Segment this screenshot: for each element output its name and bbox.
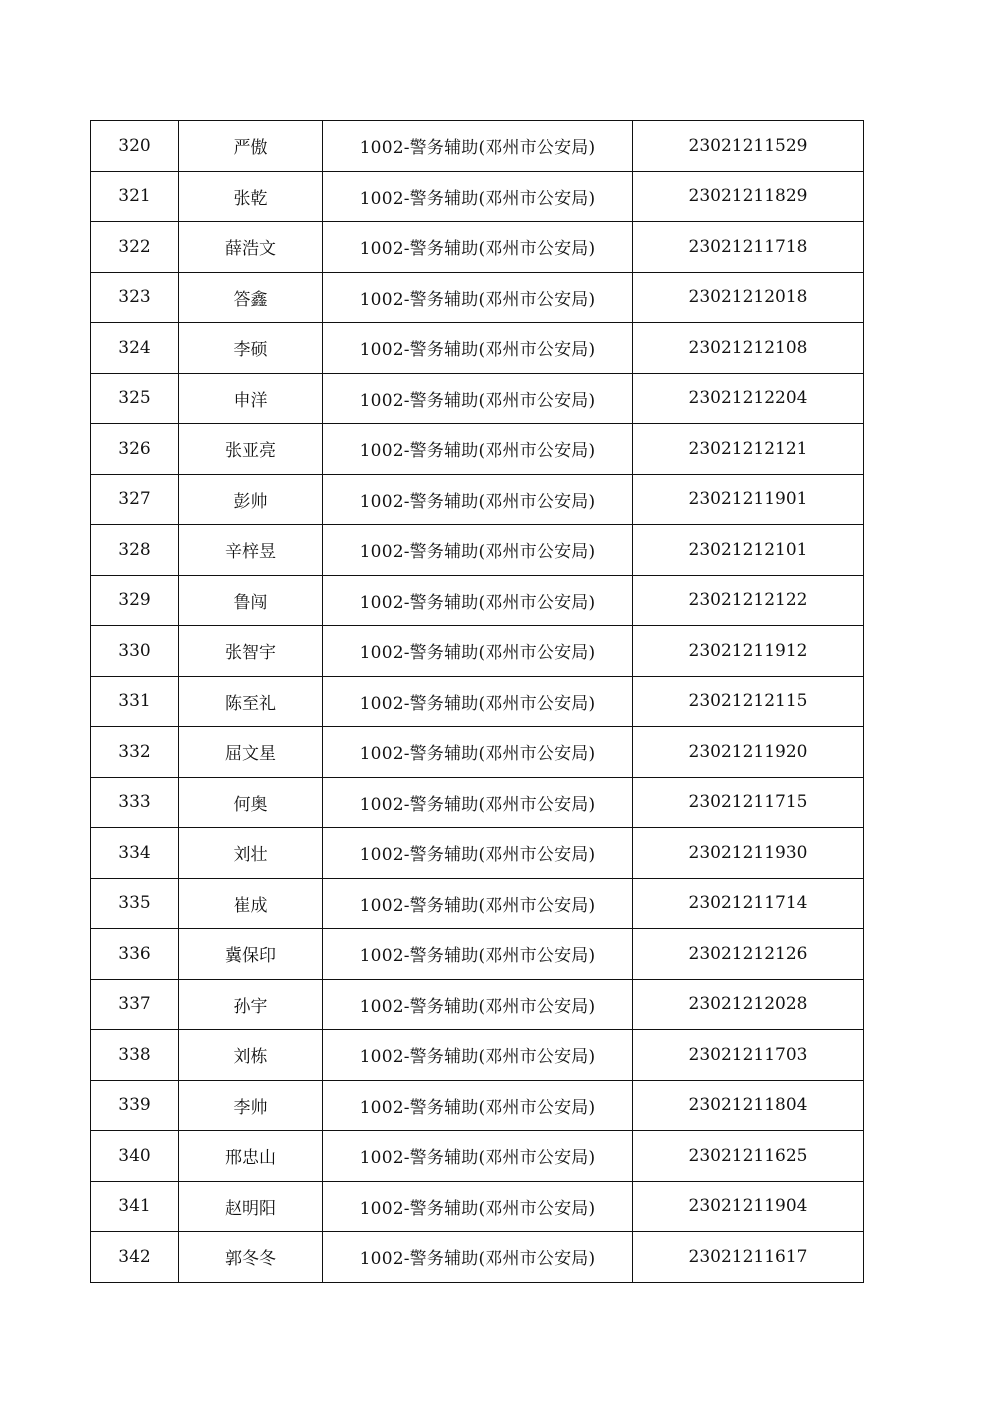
table-row [91,1232,864,1283]
position-cell: 1002-警务辅助(邓州市公安局) [323,979,633,1030]
exam-id-cell: 23021211715 [633,777,864,828]
position-cell: 1002-警务辅助(邓州市公安局) [323,1232,633,1283]
candidate-name-cell: 刘壮 [179,828,323,879]
position-cell: 1002-警务辅助(邓州市公安局) [323,929,633,980]
row-number-cell: 322 [91,222,179,273]
exam-id-cell: 23021211930 [633,828,864,879]
candidate-table [90,120,864,1283]
table-row [91,1080,864,1131]
exam-id-cell: 23021212108 [633,323,864,374]
position-cell: 1002-警务辅助(邓州市公安局) [323,878,633,929]
row-number-cell: 336 [91,929,179,980]
position-cell: 1002-警务辅助(邓州市公安局) [323,272,633,323]
table-row [91,979,864,1030]
candidate-name-cell: 严傲 [179,121,323,172]
table-row [91,424,864,475]
candidate-name-cell: 张亚亮 [179,424,323,475]
row-number-cell: 327 [91,474,179,525]
position-cell: 1002-警务辅助(邓州市公安局) [323,323,633,374]
exam-id-cell: 23021211912 [633,626,864,677]
exam-id-cell: 23021211904 [633,1181,864,1232]
row-number-cell: 329 [91,575,179,626]
row-number-cell: 320 [91,121,179,172]
table-row [91,373,864,424]
row-number-cell: 333 [91,777,179,828]
candidate-name-cell: 赵明阳 [179,1181,323,1232]
position-cell: 1002-警务辅助(邓州市公安局) [323,1080,633,1131]
exam-id-cell: 23021212204 [633,373,864,424]
position-cell: 1002-警务辅助(邓州市公安局) [323,373,633,424]
candidate-name-cell: 答鑫 [179,272,323,323]
candidate-name-cell: 申洋 [179,373,323,424]
exam-id-cell: 23021212018 [633,272,864,323]
candidate-name-cell: 冀保印 [179,929,323,980]
table-row [91,727,864,778]
exam-id-cell: 23021212121 [633,424,864,475]
position-cell: 1002-警务辅助(邓州市公安局) [323,727,633,778]
position-cell: 1002-警务辅助(邓州市公安局) [323,222,633,273]
exam-id-cell: 23021212122 [633,575,864,626]
exam-id-cell: 23021212126 [633,929,864,980]
candidate-name-cell: 陈至礼 [179,676,323,727]
exam-id-cell: 23021211718 [633,222,864,273]
table-row [91,121,864,172]
table-row [91,777,864,828]
table-row [91,575,864,626]
position-cell: 1002-警务辅助(邓州市公安局) [323,1030,633,1081]
table-row [91,222,864,273]
row-number-cell: 326 [91,424,179,475]
row-number-cell: 334 [91,828,179,879]
table-row [91,171,864,222]
position-cell: 1002-警务辅助(邓州市公安局) [323,1131,633,1182]
row-number-cell: 332 [91,727,179,778]
table-row [91,323,864,374]
exam-id-cell: 23021211529 [633,121,864,172]
table-row [91,878,864,929]
candidate-name-cell: 张乾 [179,171,323,222]
position-cell: 1002-警务辅助(邓州市公安局) [323,525,633,576]
position-cell: 1002-警务辅助(邓州市公安局) [323,626,633,677]
exam-id-cell: 23021211703 [633,1030,864,1081]
row-number-cell: 338 [91,1030,179,1081]
row-number-cell: 341 [91,1181,179,1232]
candidate-name-cell: 薛浩文 [179,222,323,273]
position-cell: 1002-警务辅助(邓州市公安局) [323,676,633,727]
table-row [91,272,864,323]
position-cell: 1002-警务辅助(邓州市公安局) [323,424,633,475]
position-cell: 1002-警务辅助(邓州市公安局) [323,828,633,879]
row-number-cell: 342 [91,1232,179,1283]
exam-id-cell: 23021211617 [633,1232,864,1283]
row-number-cell: 321 [91,171,179,222]
table-row [91,1181,864,1232]
candidate-name-cell: 崔成 [179,878,323,929]
exam-id-cell: 23021211920 [633,727,864,778]
table-row [91,474,864,525]
table-row [91,929,864,980]
exam-id-cell: 23021212115 [633,676,864,727]
table-row [91,626,864,677]
row-number-cell: 337 [91,979,179,1030]
exam-id-cell: 23021212101 [633,525,864,576]
candidate-name-cell: 彭帅 [179,474,323,525]
row-number-cell: 335 [91,878,179,929]
row-number-cell: 323 [91,272,179,323]
candidate-name-cell: 屈文星 [179,727,323,778]
table-row [91,1030,864,1081]
candidate-name-cell: 孙宇 [179,979,323,1030]
row-number-cell: 340 [91,1131,179,1182]
position-cell: 1002-警务辅助(邓州市公安局) [323,171,633,222]
table-row [91,525,864,576]
candidate-name-cell: 何奥 [179,777,323,828]
exam-id-cell: 23021211901 [633,474,864,525]
candidate-name-cell: 刘栋 [179,1030,323,1081]
table-row [91,1131,864,1182]
row-number-cell: 328 [91,525,179,576]
candidate-name-cell: 李帅 [179,1080,323,1131]
exam-id-cell: 23021211714 [633,878,864,929]
position-cell: 1002-警务辅助(邓州市公安局) [323,1181,633,1232]
row-number-cell: 339 [91,1080,179,1131]
table-row [91,828,864,879]
position-cell: 1002-警务辅助(邓州市公安局) [323,474,633,525]
row-number-cell: 330 [91,626,179,677]
candidate-name-cell: 郭冬冬 [179,1232,323,1283]
candidate-name-cell: 李硕 [179,323,323,374]
candidate-name-cell: 辛梓昱 [179,525,323,576]
row-number-cell: 325 [91,373,179,424]
position-cell: 1002-警务辅助(邓州市公安局) [323,121,633,172]
position-cell: 1002-警务辅助(邓州市公安局) [323,777,633,828]
exam-id-cell: 23021212028 [633,979,864,1030]
candidate-name-cell: 邢忠山 [179,1131,323,1182]
position-cell: 1002-警务辅助(邓州市公安局) [323,575,633,626]
candidate-table-body [91,121,864,1283]
candidate-name-cell: 鲁闯 [179,575,323,626]
candidate-name-cell: 张智宇 [179,626,323,677]
table-row [91,676,864,727]
row-number-cell: 324 [91,323,179,374]
exam-id-cell: 23021211625 [633,1131,864,1182]
exam-id-cell: 23021211804 [633,1080,864,1131]
row-number-cell: 331 [91,676,179,727]
exam-id-cell: 23021211829 [633,171,864,222]
